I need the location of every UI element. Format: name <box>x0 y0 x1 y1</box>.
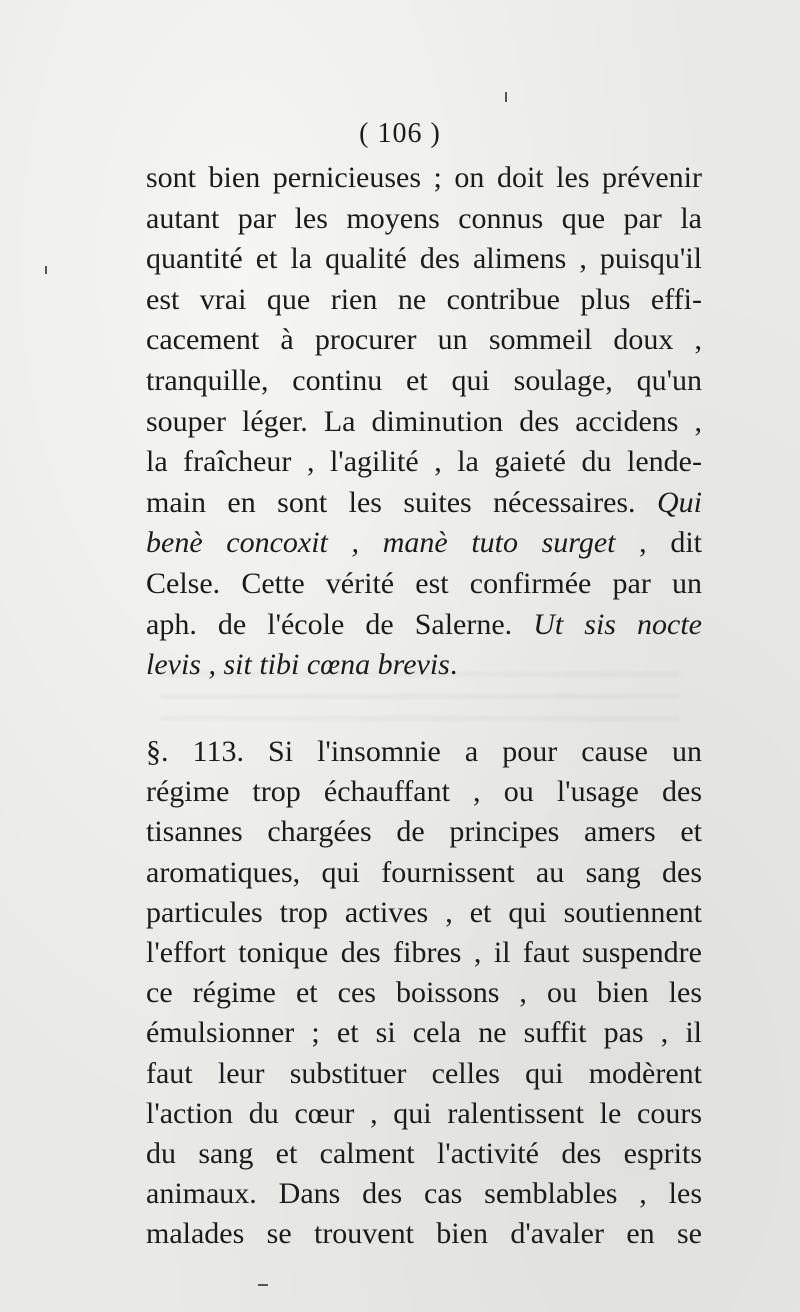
text-line <box>146 1013 702 1053</box>
text-line <box>146 893 702 933</box>
text-run: du sang et calment l'activité des esprits <box>146 1137 702 1170</box>
text-line <box>146 853 702 893</box>
text-run: animaux. Dans des cas semblables , les <box>146 1177 702 1211</box>
text-run: §. 113. Si l'insomnie a pour cause un <box>146 735 702 768</box>
stray-mark <box>505 92 507 102</box>
text-run: ce régime et ces boissons , ou bien les <box>146 976 702 1010</box>
text-run: quantité et la qualité des alimens , puisqu'il <box>146 242 702 276</box>
text-line <box>146 812 702 852</box>
text-line <box>146 280 702 320</box>
text-run: tranquille, continu et qui soulage, qu'un <box>146 364 702 397</box>
text-run: souper léger. La diminution des accidens , <box>146 404 702 438</box>
text-line <box>146 732 702 772</box>
text-run: est vrai que rien ne contribue plus effi- <box>146 282 702 316</box>
text-run: tisannes chargées de principes amers et <box>146 815 702 849</box>
text-run: faut leur substituer celles qui modèrent <box>146 1056 702 1090</box>
text-line <box>146 239 702 279</box>
text-run: cacement à procurer un sommeil doux , <box>146 323 702 357</box>
stray-mark <box>45 266 47 274</box>
text-line <box>146 1214 702 1254</box>
italic-text: Ut sis nocte <box>533 607 702 641</box>
stray-mark <box>258 1284 268 1286</box>
text-line <box>146 1094 702 1134</box>
text-line <box>146 199 702 239</box>
text-line <box>146 973 702 1013</box>
text-line <box>146 442 702 482</box>
page-number: ( 106 ) <box>359 118 441 149</box>
italic-text: Qui <box>657 485 702 519</box>
text-run: aph. de l'école de Salerne. <box>146 607 534 641</box>
text-run: Celse. Cette vérité est confirmée par un <box>146 567 702 600</box>
text-run: autant par les moyens connus que par la <box>146 201 702 235</box>
text-line <box>146 483 702 523</box>
text-run: émulsionner ; et si cela ne suffit pas , il <box>146 1016 702 1050</box>
text-run: sont bien pernicieuses ; on doit les prévenir <box>146 161 702 194</box>
text-run: , dit <box>615 526 702 560</box>
text-run: l'action du cœur , qui ralentissent le cours <box>146 1096 702 1130</box>
italic-text: benè concoxit , manè tuto surget <box>146 526 616 560</box>
text-run: particules trop actives , et qui soutiennent <box>146 895 702 929</box>
text-run: régime trop échauffant , ou l'usage des <box>146 775 702 809</box>
text-line <box>146 523 702 563</box>
text-line <box>146 645 702 685</box>
text-line <box>146 402 702 442</box>
text-line <box>146 605 702 645</box>
text-line <box>146 320 702 360</box>
text-run: la fraîcheur , l'agilité , la gaieté du lende- <box>146 445 702 479</box>
text-line <box>146 361 702 401</box>
text-run: main en sont les suites nécessaires. <box>146 485 657 519</box>
text-line <box>146 1134 702 1174</box>
text-line <box>146 1174 702 1214</box>
text-line <box>146 564 702 604</box>
text-run: l'effort tonique des fibres , il faut suspendre <box>146 936 702 969</box>
text-line <box>146 933 702 973</box>
text-run: malades se trouvent bien d'avaler en se <box>146 1217 702 1251</box>
text-line <box>146 158 702 198</box>
text-run: aromatiques, qui fournissent au sang des <box>146 855 702 889</box>
text-run: . <box>449 648 458 682</box>
text-line <box>146 1054 702 1094</box>
text-line <box>146 772 702 812</box>
italic-text: levis , sit tibi cœna brevis <box>146 648 450 682</box>
